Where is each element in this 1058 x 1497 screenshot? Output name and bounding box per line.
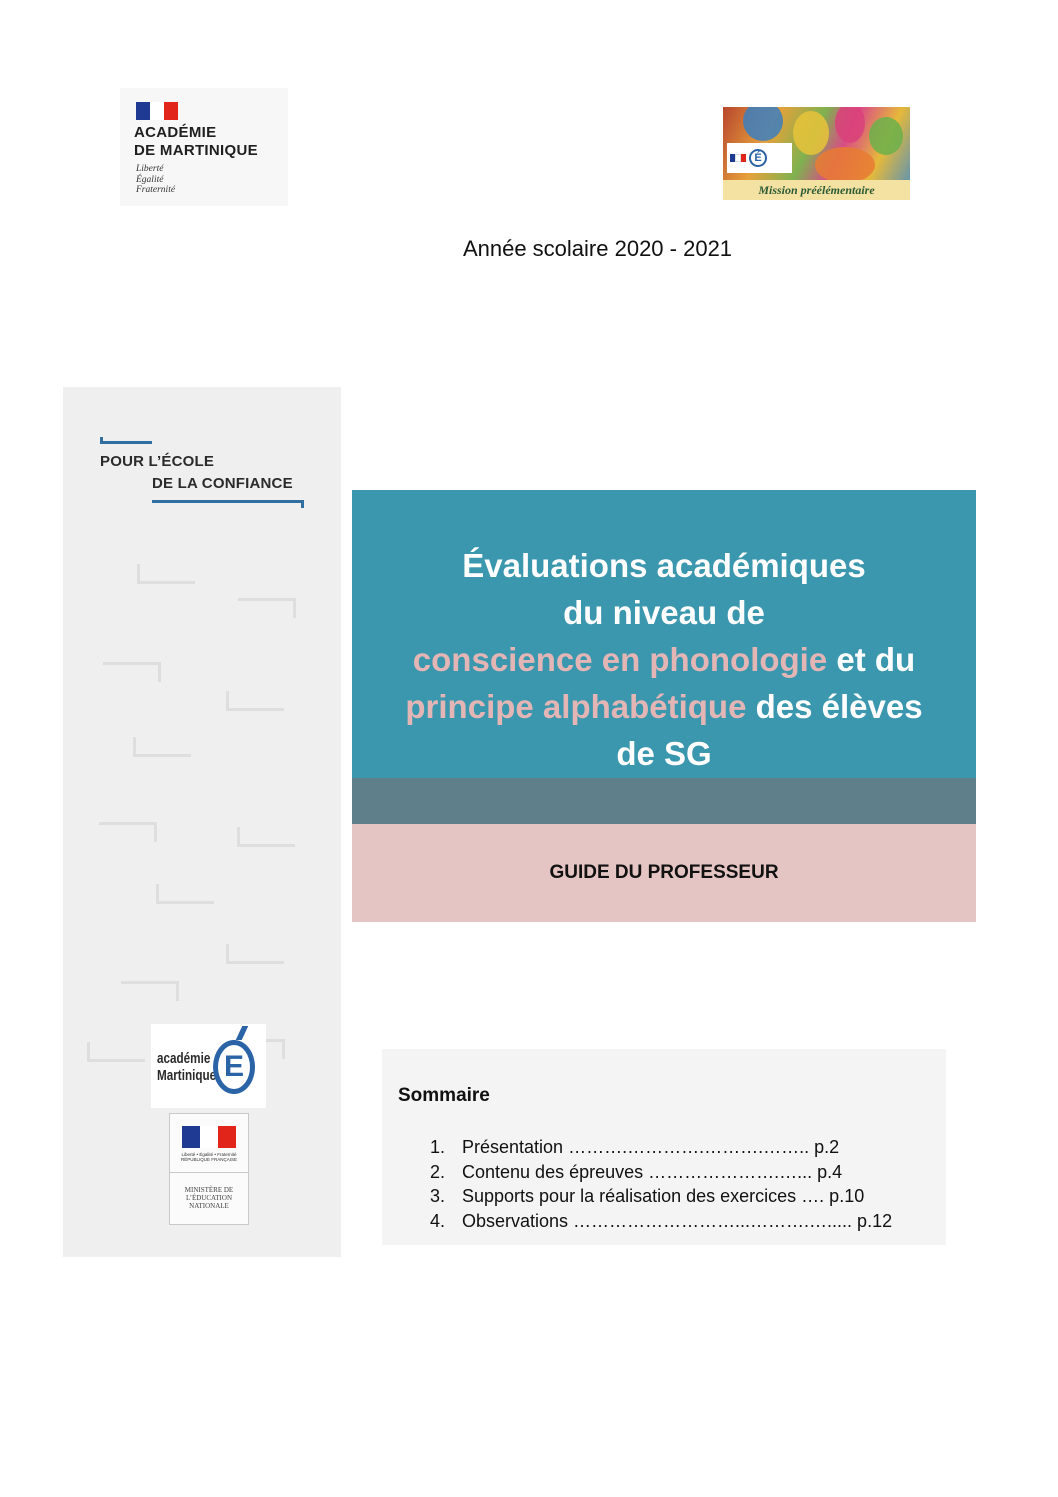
title-block bbox=[352, 490, 976, 778]
slogan-line2: DE LA CONFIANCE bbox=[152, 475, 293, 492]
guide-band bbox=[352, 824, 976, 922]
title-highlight-phonologie: conscience en phonologie bbox=[412, 641, 828, 678]
republic-motto: Liberté Égalité Fraternité bbox=[136, 164, 176, 195]
slogan-line1: POUR L’ÉCOLE bbox=[100, 453, 215, 470]
sommaire-item: 2. Contenu des épreuves ………………….…... p.4 bbox=[430, 1161, 843, 1182]
french-flag-icon bbox=[136, 102, 178, 120]
title-highlight-alphabetique: principe alphabétique bbox=[405, 688, 747, 725]
french-flag-icon bbox=[730, 154, 746, 162]
sommaire-list bbox=[430, 1135, 892, 1233]
ecole-confiance-logo bbox=[100, 437, 310, 517]
sommaire-item: 4. Observations ………………………...……….…..... p.12 bbox=[430, 1210, 893, 1231]
french-flag-icon bbox=[182, 1126, 236, 1148]
republique-text: Liberté • Égalité • Fraternité RÉPUBLIQUE FRANÇAISE bbox=[180, 1152, 237, 1162]
academie-martinique-text: académie Martinique bbox=[157, 1050, 217, 1084]
document-title: Évaluations académiques du niveau de conscience en phonologie et du principe alphabétique des élèves de SG bbox=[405, 547, 923, 772]
ministere-logo bbox=[169, 1113, 249, 1225]
academie-martinique-e-logo bbox=[151, 1024, 266, 1108]
guide-label: GUIDE DU PROFESSEUR bbox=[549, 862, 779, 883]
academie-e-icon: E bbox=[213, 1040, 255, 1094]
sommaire-item: 1. Présentation ……….………….……….…….. p.2 bbox=[430, 1137, 840, 1157]
academie-e-icon: É bbox=[749, 149, 767, 167]
ministere-text: MINISTÈRE DE L’ÉDUCATION NATIONALE bbox=[184, 1186, 234, 1210]
grey-band bbox=[352, 778, 976, 824]
mission-caption: Mission préélémentaire bbox=[723, 180, 910, 200]
school-year: Année scolaire 2020 - 2021 bbox=[462, 236, 733, 261]
mission-preelementaire-image bbox=[723, 107, 910, 200]
academie-badge bbox=[727, 143, 792, 173]
sommaire-title: Sommaire bbox=[398, 1085, 490, 1106]
sommaire-item: 3. Supports pour la réalisation des exercices …. p.10 bbox=[430, 1186, 865, 1206]
academie-name: ACADÉMIE DE MARTINIQUE bbox=[134, 124, 258, 159]
sommaire-box bbox=[382, 1049, 946, 1245]
academie-martinique-logo bbox=[120, 88, 288, 206]
